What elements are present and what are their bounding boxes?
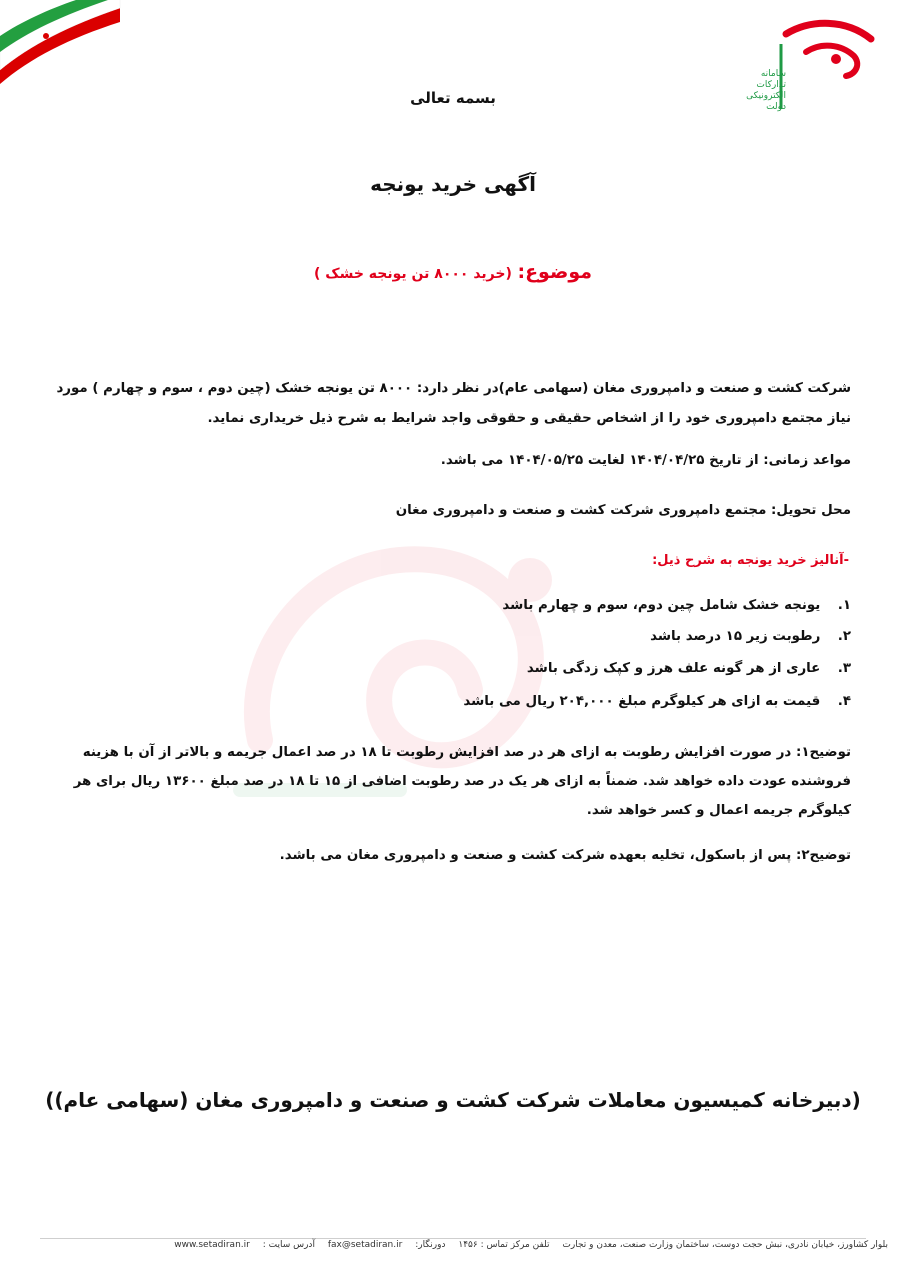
requirement-text: عاری از هر گونه علف هرز و کپک زدگی باشد <box>526 661 821 676</box>
delivery-paragraph: محل تحویل: مجتمع دامپروری شرکت کشت و صنعت و دامپروری مغان <box>395 503 851 518</box>
logo-text-2: تدارکات <box>756 80 786 90</box>
intro-paragraph: شرکت کشت و صنعت و دامپروری مغان (سهامی عام)در نظر دارد: ۸۰۰۰ تن یونجه خشک (چین دوم ، سوم و چهارم ) مورد نیاز مجتمع دامپروری خود را از اشخاص حقیقی و حقوقی واجد شرایط به شرح ذیل خریداری نماید. <box>56 381 851 426</box>
requirement-item <box>151 661 851 676</box>
requirement-item <box>151 694 851 709</box>
subject-value: (خرید ۸۰۰۰ تن یونجه خشک ) <box>313 266 512 282</box>
requirement-text: رطوبت زیر ۱۵ درصد باشد <box>650 629 821 644</box>
requirement-number: ۱. <box>837 598 851 613</box>
requirement-number: ۳. <box>837 661 851 676</box>
logo-text-4: دولت <box>766 102 786 112</box>
footer-site-label: آدرس سایت : <box>262 1240 315 1250</box>
requirement-text: قیمت به ازای هر کیلوگرم مبلغ ۲۰۴,۰۰۰ ریال می باشد <box>463 694 821 709</box>
footer-phone: تلفن مرکز تماس : ۱۴۵۶ <box>458 1240 550 1250</box>
note-1-paragraph: توضیح۱: در صورت افزایش رطوبت به ازای هر در صد افزایش رطوبت تا ۱۸ در صد اعمال جریمه و بالاتر از آن با هزینه فروشنده عودت داده خواهد شد. ضمناً به ازای هر یک در صد رطوبت اضافی از ۱۵ تا ۱۸ در صد مبلغ ۱۳۶۰۰ ریال برای هر کیلوگرم جریمه اعمال و کسر خواهد شد. <box>73 745 851 818</box>
requirement-item <box>151 598 851 613</box>
logo-text-3: الکترونیکی <box>746 91 786 101</box>
subject-line <box>0 261 906 283</box>
note-2-paragraph: توضیح۲: پس از باسکول، تخلیه بعهده شرکت کشت و صنعت و دامپروری مغان می باشد. <box>279 848 851 863</box>
requirement-item <box>151 629 851 644</box>
document-title: آگهی خرید یونجه <box>370 172 536 196</box>
footer-site-link[interactable]: www.setadiran.ir <box>174 1240 250 1250</box>
logo-text-1: سامانه <box>760 69 786 79</box>
footer-fax-label: دورنگار: <box>415 1240 446 1250</box>
footer-divider <box>40 1238 866 1239</box>
flag-ribbon-icon <box>0 0 120 90</box>
subject-label: موضوع: <box>517 261 592 283</box>
footer-address: بلوار کشاورز، خیابان نادری، نبش حجت دوست، ساختمان وزارت صنعت، معدن و تجارت <box>562 1240 888 1250</box>
footer-contact-bar <box>18 1240 888 1250</box>
signature-line: (دبیرخانه کمیسیون معاملات شرکت کشت و صنعت و دامپروری مغان (سهامی عام)) <box>45 1088 861 1112</box>
requirement-number: ۴. <box>837 694 851 709</box>
basmala-heading: بسمه تعالی <box>410 89 496 107</box>
requirement-text: یونجه خشک شامل چین دوم، سوم و چهارم باشد <box>502 598 821 613</box>
footer-fax-link[interactable]: fax@setadiran.ir <box>327 1240 403 1250</box>
timing-paragraph: مواعد زمانی: از تاریخ ۱۴۰۴/۰۴/۲۵ لغایت ۱۴۰۴/۰۵/۲۵ می باشد. <box>440 453 851 468</box>
analysis-heading: -آنالیز خرید یونجه به شرح ذیل: <box>652 553 849 568</box>
requirement-number: ۲. <box>837 629 851 644</box>
